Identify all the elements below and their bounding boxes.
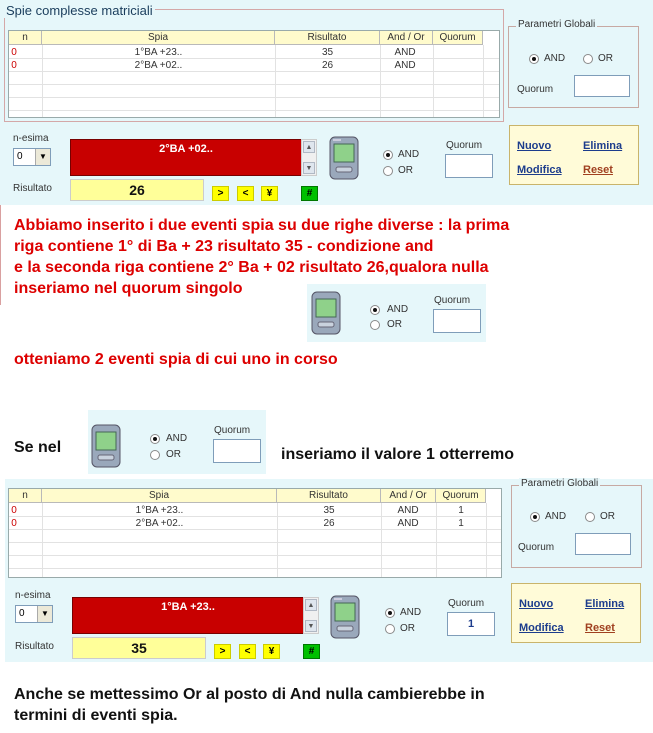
- pda-device-icon[interactable]: [311, 291, 341, 335]
- parametri-globali-title: Parametri Globali: [521, 478, 599, 489]
- elimina-link[interactable]: Elimina: [585, 598, 625, 610]
- and-label: AND: [387, 304, 409, 315]
- or-radio[interactable]: [383, 166, 393, 176]
- explanation-text-1: Abbiamo inserito i due eventi spia su due righe diverse : la prima riga contiene 1° di Ba + 23 risultato 35 - condizione and e la seconda riga contiene 2° Ba + 02 risultato 26,qualora nulla inseriamo nel quorum singolo: [14, 217, 510, 297]
- cell-n: 0: [11, 47, 17, 58]
- col-quorum-header[interactable]: Quorum: [436, 489, 486, 503]
- modifica-link[interactable]: Modifica: [519, 622, 564, 634]
- col-spia-header[interactable]: Spia: [42, 31, 275, 45]
- quorum-label: Quorum: [214, 425, 251, 436]
- cell-risultato: 35: [321, 47, 334, 58]
- chevron-down-icon[interactable]: ▼: [35, 149, 50, 165]
- risultato-label: Risultato: [15, 641, 54, 652]
- and-label: AND: [400, 607, 422, 618]
- and-radio[interactable]: [385, 608, 395, 618]
- col-spia-header[interactable]: Spia: [42, 489, 277, 503]
- chevron-down-icon[interactable]: ▼: [37, 606, 52, 622]
- cell-quorum: 1: [458, 505, 464, 516]
- col-risultato-header[interactable]: Risultato: [277, 489, 381, 503]
- spia-field[interactable]: 2°BA +02..: [70, 139, 302, 176]
- spia-field[interactable]: 1°BA +23..: [72, 597, 304, 634]
- global-and-label: AND: [544, 53, 566, 64]
- reset-link[interactable]: Reset: [583, 164, 613, 176]
- reset-link[interactable]: Reset: [585, 622, 615, 634]
- cell-spia: 2°BA +02..: [135, 518, 184, 529]
- cell-quorum: [433, 59, 483, 72]
- quorum-label: Quorum: [434, 295, 471, 306]
- next-button[interactable]: >: [214, 644, 231, 659]
- col-risultato-header[interactable]: Risultato: [275, 31, 380, 45]
- global-or-label: OR: [598, 53, 613, 64]
- cell-spia: 2°BA +02..: [134, 60, 183, 71]
- spie-table-bottom[interactable]: [8, 488, 502, 578]
- cell-quorum: 1: [458, 518, 464, 529]
- or-radio[interactable]: [370, 320, 380, 330]
- nuovo-link[interactable]: Nuovo: [519, 598, 554, 610]
- global-or-radio[interactable]: [583, 54, 593, 64]
- conclusion-text: Anche se mettessimo Or al posto di And nulla cambierebbe in termini di eventi spia.: [14, 686, 485, 724]
- cell-n: 0: [11, 505, 17, 516]
- se-nel-text: Se nel: [14, 439, 62, 456]
- elimina-link[interactable]: Elimina: [583, 140, 623, 152]
- scroll-down-icon[interactable]: ▼: [305, 620, 317, 632]
- parametri-globali-title: Parametri Globali: [518, 19, 596, 30]
- and-label: AND: [398, 149, 420, 160]
- actions-box: [511, 583, 641, 643]
- nesima-select[interactable]: [15, 605, 53, 623]
- col-quorum-header[interactable]: Quorum: [433, 31, 483, 45]
- scroll-up-icon[interactable]: ▲: [305, 599, 317, 611]
- hash-button[interactable]: #: [301, 186, 318, 201]
- risultato-field[interactable]: 26: [70, 179, 204, 201]
- spia-scrollbar[interactable]: [301, 139, 317, 176]
- explanation-text-2: otteniamo 2 eventi spia di cui uno in corso: [14, 351, 338, 368]
- cell-quorum: [433, 46, 483, 59]
- cell-n: 0: [11, 60, 17, 71]
- cell-spia: 1°BA +23..: [135, 505, 184, 516]
- nesima-label: n-esima: [13, 133, 49, 144]
- quorum-label: Quorum: [446, 140, 483, 151]
- global-and-radio[interactable]: [530, 512, 540, 522]
- red-frame-edge: [0, 205, 1, 305]
- panel-title: Spie complesse matriciali: [6, 3, 153, 18]
- spie-table-top[interactable]: [8, 30, 500, 118]
- nesima-value: 0: [19, 608, 25, 619]
- pda-device-icon[interactable]: [329, 136, 359, 180]
- inseriamo-text: inseriamo il valore 1 otterremo: [281, 446, 514, 463]
- cell-andor: AND: [394, 47, 416, 58]
- and-label: AND: [166, 433, 188, 444]
- nesima-select[interactable]: [13, 148, 51, 166]
- cell-risultato: 26: [321, 60, 334, 71]
- or-label: OR: [166, 449, 181, 460]
- or-label: OR: [387, 319, 402, 330]
- cell-risultato: 26: [323, 518, 335, 529]
- col-andor-header[interactable]: And / Or: [381, 489, 436, 503]
- col-n-header[interactable]: n: [9, 31, 42, 45]
- cell-andor: AND: [397, 505, 419, 516]
- cell-andor: AND: [394, 60, 416, 71]
- nesima-value: 0: [17, 151, 23, 162]
- or-radio[interactable]: [385, 624, 395, 634]
- or-label: OR: [400, 623, 415, 634]
- prev-button[interactable]: <: [239, 644, 256, 659]
- pda-device-icon[interactable]: [330, 595, 360, 639]
- scroll-up-icon[interactable]: ▲: [303, 141, 315, 153]
- quorum-value: 1: [467, 618, 475, 630]
- global-quorum-input[interactable]: [574, 75, 630, 97]
- cell-andor: AND: [397, 518, 419, 529]
- nuovo-link[interactable]: Nuovo: [517, 140, 552, 152]
- prev-button[interactable]: <: [237, 186, 254, 201]
- next-button[interactable]: >: [212, 186, 229, 201]
- or-label: OR: [398, 165, 413, 176]
- modifica-link[interactable]: Modifica: [517, 164, 562, 176]
- or-radio[interactable]: [150, 450, 160, 460]
- global-or-radio[interactable]: [585, 512, 595, 522]
- cell-spia: 1°BA +23..: [134, 47, 183, 58]
- global-or-label: OR: [600, 511, 615, 522]
- risultato-field[interactable]: 35: [72, 637, 206, 659]
- global-quorum-label: Quorum: [517, 84, 554, 95]
- global-and-radio[interactable]: [529, 54, 539, 64]
- scroll-down-icon[interactable]: ▼: [303, 162, 315, 174]
- quorum-input[interactable]: [447, 612, 495, 636]
- and-radio[interactable]: [370, 305, 380, 315]
- cell-n: 0: [11, 518, 17, 529]
- col-n-header[interactable]: n: [9, 489, 42, 503]
- quorum-label: Quorum: [448, 598, 485, 609]
- and-radio[interactable]: [383, 150, 393, 160]
- global-and-label: AND: [545, 511, 567, 522]
- quorum-input[interactable]: [213, 439, 261, 463]
- pda-device-icon[interactable]: [91, 424, 121, 468]
- col-andor-header[interactable]: And / Or: [380, 31, 433, 45]
- and-radio[interactable]: [150, 434, 160, 444]
- global-quorum-input[interactable]: [575, 533, 631, 555]
- hash-button[interactable]: #: [303, 644, 320, 659]
- risultato-label: Risultato: [13, 183, 52, 194]
- nesima-label: n-esima: [15, 590, 51, 601]
- spia-scrollbar[interactable]: [303, 597, 319, 634]
- global-quorum-label: Quorum: [518, 542, 555, 553]
- yen-button[interactable]: ¥: [261, 186, 278, 201]
- parametri-globali-frame: [511, 485, 642, 568]
- yen-button[interactable]: ¥: [263, 644, 280, 659]
- quorum-input[interactable]: [433, 309, 481, 333]
- cell-risultato: 35: [323, 505, 335, 516]
- quorum-input[interactable]: [445, 154, 493, 178]
- actions-box: [509, 125, 639, 185]
